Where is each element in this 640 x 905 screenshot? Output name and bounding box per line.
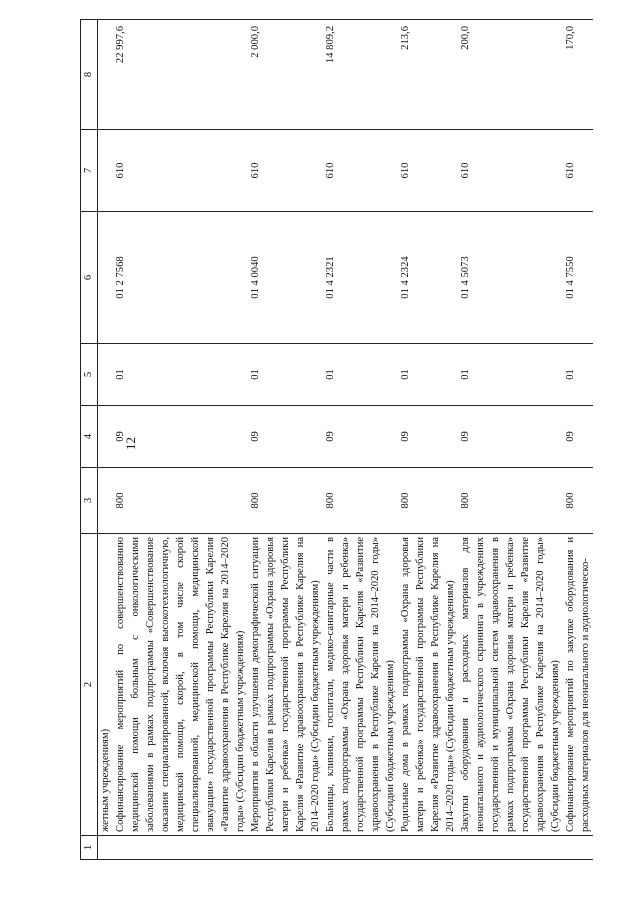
row-section-cell: 09 [398,406,458,468]
row-target-article-cell [98,212,114,344]
row-expense-type-cell: 610 [323,130,398,212]
row-target-article-cell: 01 4 2324 [398,212,458,344]
row-section-cell: 09 [563,406,593,468]
row-section-cell [98,406,114,468]
row-ministry-code-cell: 800 [563,468,593,534]
row-name-cell: Софинансирование мероприятий по закупке оборудования и расходных материалов для неонатального и аудиологическо- [563,534,593,836]
header-cell: 3 [81,468,98,534]
row-name-cell: жетным учреждениям) [98,534,114,836]
row-amount-cell: 22 997,6 [113,20,248,130]
row-expense-type-cell: 610 [458,130,563,212]
row-expense-type-cell: 610 [248,130,323,212]
table-header-row [81,20,98,860]
row-ministry-code-cell [98,468,114,534]
header-cell: 8 [81,20,98,130]
row-number-cell [398,836,458,860]
row-name-cell: Закупки оборудования и расходных материалов для неонатального и аудиологического скрининга в учреждениях государственной и муниципальной систем здравоохранения в рамках подпрограммы «Охрана здоровья матери и ребенка» государственной программы Республики Карелия «Развитие здравоохранения в Республике Карелия на 2014–2020 годы» (Субсидии бюджетным учреждениям) [458,534,563,836]
row-number-cell [323,836,398,860]
table-row [248,20,323,860]
table-row [458,20,563,860]
row-ministry-code-cell: 800 [113,468,248,534]
row-target-article-cell: 01 4 2321 [323,212,398,344]
row-ministry-code-cell: 800 [458,468,563,534]
row-name-cell: Родильные дома в рамках подпрограммы «Охрана здоровья матери и ребенка» государственной программы Республики Карелия «Развитие здравоохранения в Республике Карелия на 2014–2020 годы» (Субсидии бюджетным учреждениям) [398,534,458,836]
row-number-cell [113,836,248,860]
row-number-cell [458,836,563,860]
row-subsection-cell: 01 [323,344,398,406]
header-cell: 5 [81,344,98,406]
table-row [323,20,398,860]
page-number: 12 [123,437,138,450]
header-cell: 6 [81,212,98,344]
row-expense-type-cell [98,130,114,212]
row-ministry-code-cell: 800 [323,468,398,534]
row-number-cell [563,836,593,860]
row-amount-cell [98,20,114,130]
row-amount-cell: 213,6 [398,20,458,130]
row-section-cell: 09 [323,406,398,468]
row-name-cell: Софинансирование мероприятий по совершенствованию медицинской помощи больным с онкологическими заболеваниями в рамках подпрограммы «Совершенствование оказания специализированной, включая высокотехнологичную, медицинской помощи, скорой, в том числе скорой специализированной, медицинской помощи, медицинской эвакуации» государственной программы Республики Карелия «Развитие здравоохранения в Республике Карелия на 2014–2020 годы» (Субсидии бюджетным учреждениям) [113,534,248,836]
rotated-page-content [80,20,612,860]
table-row [113,20,248,860]
row-subsection-cell: 01 [398,344,458,406]
header-cell: 7 [81,130,98,212]
header-cell: 2 [81,534,98,836]
row-expense-type-cell: 610 [113,130,248,212]
row-expense-type-cell: 610 [563,130,593,212]
row-name-cell: Мероприятия в области улучшения демографической ситуации Республики Карелия в рамках подпрограммы «Охрана здоровья матери и ребенка» государственной программы Республики Карелия «Развитие здравоохранения в Республике Карелия на 2014–2020 годы» (Субсидии бюджетным учреждениям) [248,534,323,836]
row-section-cell: 09 [113,406,248,468]
row-section-cell: 09 [248,406,323,468]
row-section-cell: 09 [458,406,563,468]
row-number-cell [248,836,323,860]
row-target-article-cell: 01 4 0040 [248,212,323,344]
row-number-cell [98,836,114,860]
row-subsection-cell: 01 [113,344,248,406]
row-amount-cell: 2 000,0 [248,20,323,130]
header-cell: 1 [81,836,98,860]
row-ministry-code-cell: 800 [248,468,323,534]
row-subsection-cell: 01 [563,344,593,406]
table-row [98,20,114,860]
row-target-article-cell: 01 4 5073 [458,212,563,344]
row-ministry-code-cell: 800 [398,468,458,534]
budget-table [80,19,593,860]
row-subsection-cell: 01 [248,344,323,406]
header-cell: 4 [81,406,98,468]
row-target-article-cell: 01 4 7550 [563,212,593,344]
row-amount-cell: 200,0 [458,20,563,130]
row-target-article-cell: 01 2 7568 [113,212,248,344]
row-subsection-cell [98,344,114,406]
table-row [563,20,593,860]
table-row [398,20,458,860]
row-subsection-cell: 01 [458,344,563,406]
row-amount-cell: 170,0 [563,20,593,130]
row-expense-type-cell: 610 [398,130,458,212]
row-amount-cell: 14 809,2 [323,20,398,130]
row-name-cell: Больницы, клиники, госпитали, медико-санитарные части в рамках подпрограммы «Охрана здоровья матери и ребенка» государственной программы Республики Карелия «Развитие здравоохранения в Республике Карелия на 2014–2020 годы» (Субсидии бюджетным учреждениям) [323,534,398,836]
